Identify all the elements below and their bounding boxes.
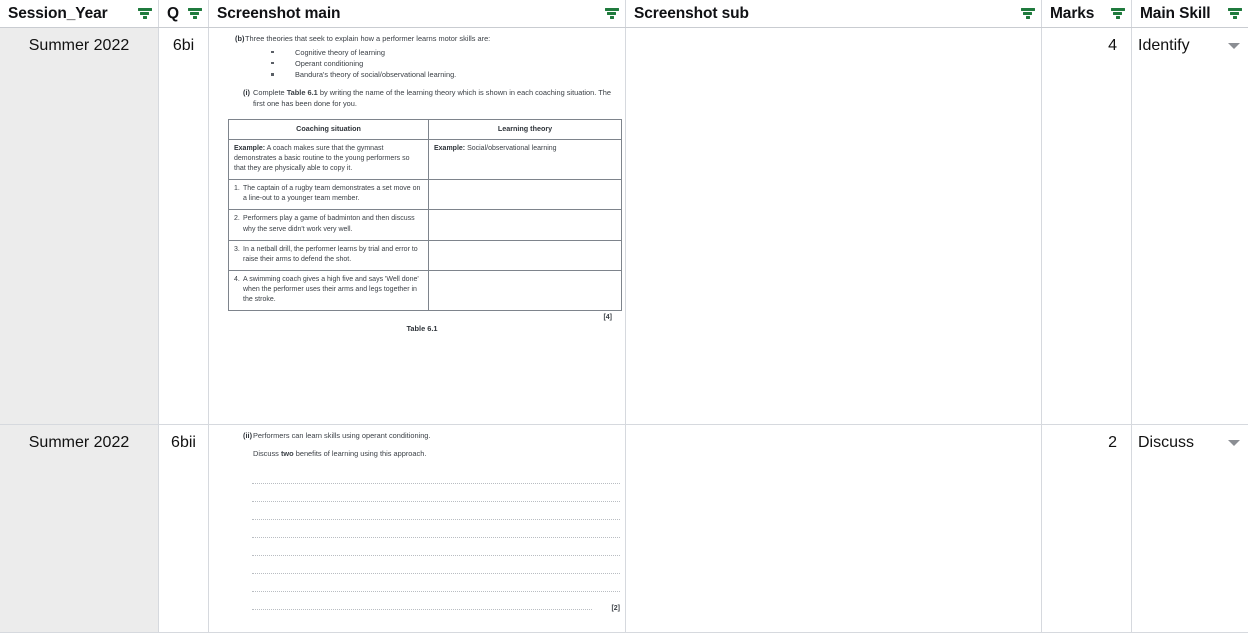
chevron-down-icon[interactable]	[1228, 440, 1240, 446]
example-situation-text: A coach makes sure that the gymnast demonstrates a basic routine to the young performers so that they are physically able to copy it.	[234, 144, 410, 173]
cell-main-skill[interactable]	[1132, 425, 1248, 632]
coaching-situation-table	[228, 119, 622, 311]
sub-text-a: Complete	[253, 88, 287, 98]
sub-text-b: by writing the name of the learning theory which is shown in each coaching situation. The first one has been done for you.	[253, 88, 611, 108]
answer-line	[252, 578, 620, 596]
marks-annotation: [2]	[611, 605, 620, 613]
example-label: Example:	[434, 144, 466, 152]
filter-icon[interactable]	[604, 7, 619, 21]
column-header-q[interactable]	[159, 0, 209, 27]
cell-main-skill[interactable]	[1132, 28, 1248, 424]
column-header-session-year[interactable]	[0, 0, 159, 27]
situation-text: Performers play a game of badminton and then discuss why the serve didn't work very well.	[243, 215, 415, 233]
item-number: 3.	[234, 245, 240, 253]
answer-line	[252, 596, 620, 614]
grid-header-row	[0, 0, 1248, 28]
table-caption: Table 6.1	[406, 324, 438, 334]
answer-line	[252, 470, 620, 488]
exam-paper-screenshot	[209, 425, 625, 614]
answer-line	[252, 560, 620, 578]
theory-bullet-list	[223, 47, 613, 81]
column-header-label: Screenshot main	[217, 4, 341, 22]
table-row[interactable]	[0, 425, 1248, 633]
item-number: 2.	[234, 215, 240, 223]
situation-text: The captain of a rugby team demonstrates a set move on a line-out to a younger team member.	[243, 185, 421, 203]
list-item: Operant conditioning	[271, 58, 613, 69]
list-item: Bandura's theory of social/observational learning.	[271, 69, 613, 80]
instruction-a: Discuss	[253, 448, 281, 458]
table-ref: Table 6.1	[286, 88, 318, 98]
session-year-value: Summer 2022	[28, 434, 130, 451]
situation-cell	[229, 240, 429, 270]
example-theory-cell	[429, 139, 622, 179]
instruction-b: benefits of learning using this approach.	[293, 448, 427, 458]
instruction-emphasis: two	[280, 448, 294, 458]
answer-line	[252, 524, 620, 542]
q-value: 6bi	[172, 37, 195, 54]
main-skill-value: Discuss	[1138, 434, 1195, 451]
list-item: Cognitive theory of learning	[271, 47, 613, 58]
exam-col-header-situation: Coaching situation	[229, 120, 429, 139]
cell-session-year[interactable]	[0, 28, 159, 424]
situation-cell	[229, 210, 429, 240]
exam-table-header-row	[229, 120, 622, 139]
part-text: Three theories that seek to explain how a performer learns motor skills are:	[245, 34, 491, 43]
filter-icon[interactable]	[1227, 7, 1242, 21]
exam-table-row	[229, 180, 622, 210]
exam-paper-screenshot	[209, 28, 625, 335]
main-skill-value: Identify	[1138, 37, 1190, 54]
exam-table-row	[229, 271, 622, 311]
column-header-label: Marks	[1050, 4, 1095, 22]
theory-answer-cell	[429, 180, 622, 210]
example-situation-cell	[229, 139, 429, 179]
item-number: 1.	[234, 185, 240, 193]
column-header-main-skill[interactable]	[1132, 0, 1248, 27]
item-number: 4.	[234, 276, 240, 283]
cell-screenshot-sub[interactable]	[626, 425, 1042, 632]
example-theory-text: Social/observational learning	[465, 144, 557, 152]
theory-answer-cell	[429, 210, 622, 240]
theory-answer-cell	[429, 271, 622, 311]
exam-table-row	[229, 240, 622, 270]
cell-session-year[interactable]	[0, 425, 159, 632]
grid-body	[0, 28, 1248, 633]
sub-part-label: (i)	[243, 88, 250, 98]
cell-screenshot-main[interactable]	[209, 28, 626, 424]
marks-value: 4	[1108, 37, 1117, 54]
sub-part-label: (ii)	[243, 431, 253, 440]
filter-icon[interactable]	[1020, 7, 1035, 21]
cell-q[interactable]	[159, 28, 209, 424]
question-part-bi	[223, 88, 613, 109]
cell-marks[interactable]	[1042, 425, 1132, 632]
column-header-label: Q	[167, 4, 179, 22]
situation-cell	[229, 180, 429, 210]
exam-col-header-theory: Learning theory	[429, 120, 622, 139]
session-year-value: Summer 2022	[28, 37, 130, 54]
example-label: Example:	[234, 144, 266, 152]
question-part-bii	[223, 431, 613, 442]
answer-line	[252, 488, 620, 506]
instruction-text	[253, 449, 613, 460]
filter-icon[interactable]	[1110, 7, 1125, 21]
answer-line	[252, 506, 620, 524]
cell-screenshot-main[interactable]	[209, 425, 626, 632]
cell-q[interactable]	[159, 425, 209, 632]
column-header-marks[interactable]	[1042, 0, 1132, 27]
marks-value: 2	[1108, 434, 1117, 451]
column-header-label: Session_Year	[8, 4, 108, 22]
exam-table-row-example	[229, 139, 622, 179]
question-instruction	[223, 449, 613, 460]
theory-answer-cell	[429, 240, 622, 270]
filter-icon[interactable]	[187, 7, 202, 21]
filter-icon[interactable]	[137, 7, 152, 21]
part-label: (b)	[235, 34, 245, 43]
spacer	[223, 449, 253, 460]
q-value: 6bii	[171, 434, 196, 451]
sub-part-text: Performers can learn skills using operant conditioning.	[253, 431, 431, 440]
column-header-label: Main Skill	[1140, 4, 1211, 22]
situation-text: A swimming coach gives a high five and says 'Well done' when the performer uses their arms and legs together in the stroke.	[243, 276, 419, 304]
column-header-screenshot-sub[interactable]	[626, 0, 1042, 27]
column-header-screenshot-main[interactable]	[209, 0, 626, 27]
answer-line	[252, 542, 620, 560]
chevron-down-icon[interactable]	[1228, 43, 1240, 49]
marks-annotation: [4]	[603, 314, 612, 322]
cell-screenshot-sub[interactable]	[626, 28, 1042, 424]
question-part-b	[223, 34, 613, 45]
sub-part-text	[253, 88, 613, 109]
column-header-label: Screenshot sub	[634, 4, 749, 22]
situation-cell	[229, 271, 429, 311]
situation-text: In a netball drill, the performer learns by trial and error to raise their arms to defend the shot.	[243, 245, 418, 263]
exam-table-row	[229, 210, 622, 240]
cell-marks[interactable]	[1042, 28, 1132, 424]
table-row[interactable]	[0, 28, 1248, 425]
answer-lines	[223, 461, 620, 614]
